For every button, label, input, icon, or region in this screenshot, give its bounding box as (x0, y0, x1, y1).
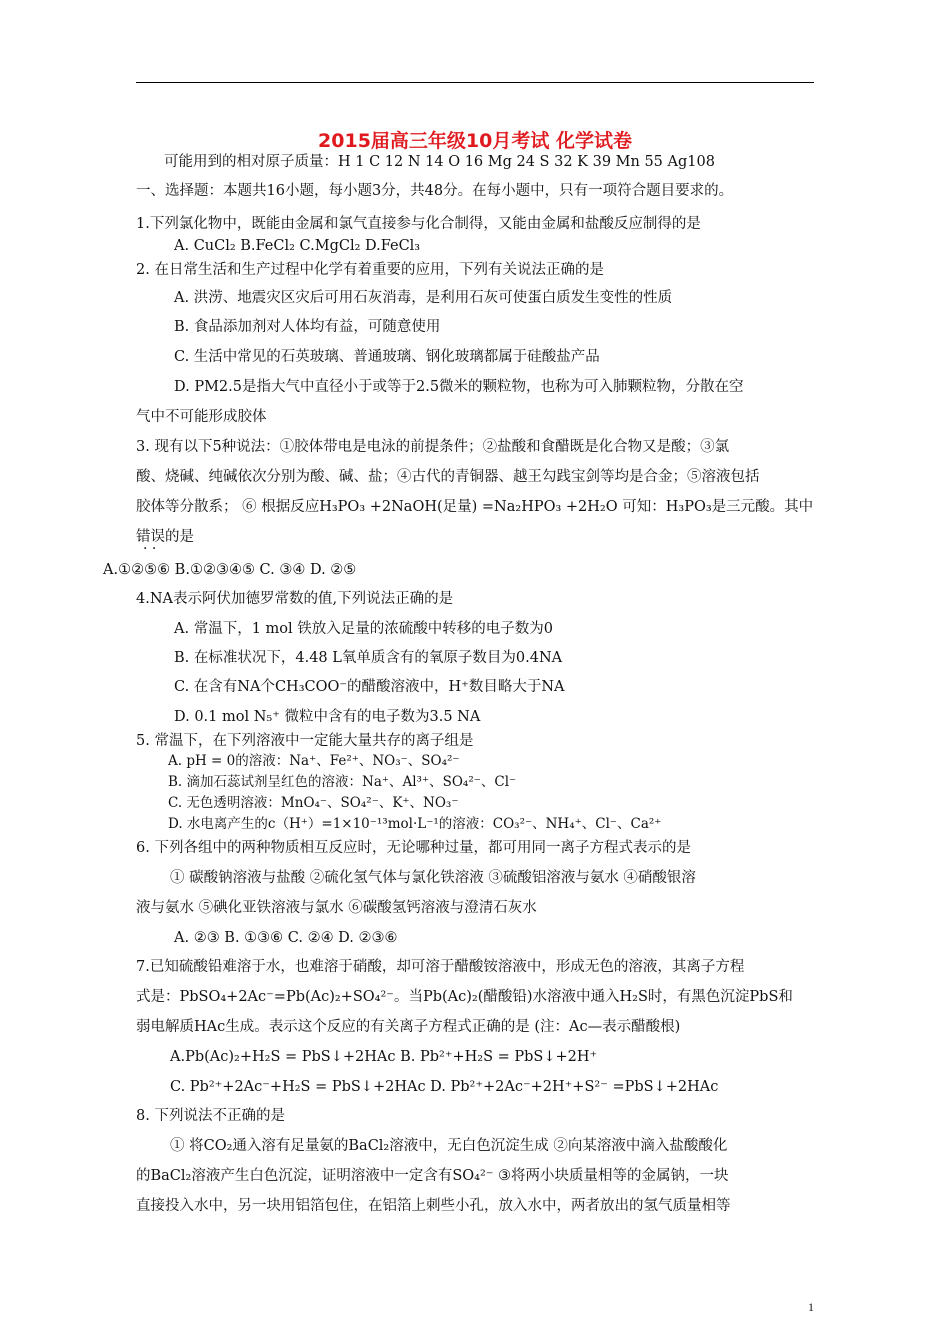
text-line-q2-d2: 气中不可能形成胶体 (136, 409, 267, 425)
text-line-q2-d1: D. PM2.5是指大气中直径小于或等于2.5微米的颗粒物，也称为可入肺颗粒物，分散在空 (174, 379, 744, 395)
text-line-q6-opts: A. ②③ B. ①③⑥ C. ②④ D. ②③⑥ (174, 930, 398, 946)
text-line-q5-b: B. 滴加石蕊试剂呈红色的溶液：Na⁺、Al³⁺、SO₄²⁻、Cl⁻ (168, 774, 517, 790)
text-line-q7-3: 弱电解质HAc生成。表示这个反应的有关离子方程式正确的是 (注：Ac—表示醋酸根) (136, 1019, 681, 1035)
text-line-q8-3: 的BaCl₂溶液产生白色沉淀，证明溶液中一定含有SO₄²⁻ ③将两小块质量相等的金属钠，一块 (136, 1168, 729, 1184)
text-line-q8: 8. 下列说法不正确的是 (136, 1108, 285, 1124)
text-line-q4-a: A. 常温下，1 mol 铁放入足量的浓硫酸中转移的电子数为0 (174, 621, 553, 637)
text-line-q7-cd: C. Pb²⁺+2Ac⁻+H₂S = PbS↓+2HAc D. Pb²⁺+2Ac⁻+2H⁺+S²⁻ =PbS↓+2HAc (170, 1079, 719, 1095)
text-line-q7-ab: A.Pb(Ac)₂+H₂S = PbS↓+2HAc B. Pb²⁺+H₂S = PbS↓+2H⁺ (170, 1049, 598, 1065)
text-line-q6: 6. 下列各组中的两种物质相互反应时，无论哪种过量，都可用同一离子方程式表示的是 (136, 840, 691, 856)
text-line-q6-2: ① 碳酸钠溶液与盐酸 ②硫化氢气体与氯化铁溶液 ③硫酸铝溶液与氨水 ④硝酸银溶 (170, 870, 696, 886)
text-line-q5-d: D. 水电离产生的c（H⁺）=1×10⁻¹³mol·L⁻¹的溶液：CO₃²⁻、NH₄⁺、Cl⁻、Ca²⁺ (168, 816, 662, 832)
text-line-q7-1: 7.已知硫酸铅难溶于水，也难溶于硝酸，却可溶于醋酸铵溶液中，形成无色的溶液，其离子方程 (136, 959, 745, 975)
text-line-q1: 1.下列氯化物中，既能由金属和氯气直接参与化合制得，又能由金属和盐酸反应制得的是 (136, 216, 701, 232)
text-line-q8-2: ① 将CO₂通入溶有足量氨的BaCl₂溶液中，无白色沉淀生成 ②向某溶液中滴入盐酸酸化 (170, 1138, 728, 1154)
text-line-q4-d: D. 0.1 mol N₅⁺ 微粒中含有的电子数为3.5 NA (174, 709, 481, 725)
text-line-section-1: 一、选择题：本题共16小题，每小题3分，共48分。在每小题中，只有一项符合题目要求的。 (136, 183, 734, 199)
text-line-q4-c: C. 在含有NA个CH₃COO⁻的醋酸溶液中，H⁺数目略大于NA (174, 679, 565, 695)
text-line-q1-opts: A. CuCl₂ B.FeCl₂ C.MgCl₂ D.FeCl₃ (174, 238, 421, 254)
text-line-q5-c: C. 无色透明溶液：MnO₄⁻、SO₄²⁻、K⁺、NO₃⁻ (168, 795, 459, 811)
text-line-q2: 2. 在日常生活和生产过程中化学有着重要的应用，下列有关说法正确的是 (136, 262, 604, 278)
text-line-q5-a: A. pH = 0的溶液：Na⁺、Fe²⁺、NO₃⁻、SO₄²⁻ (168, 753, 460, 769)
page-number: 1 (808, 1300, 814, 1314)
text-line-q2-c: C. 生活中常见的石英玻璃、普通玻璃、钢化玻璃都属于硅酸盐产品 (174, 349, 600, 365)
text-line-q3-2: 酸、烧碱、纯碱依次分别为酸、碱、盐；④古代的青铜器、越王勾践宝剑等均是合金；⑤溶液包括 (136, 469, 760, 485)
header-rule (136, 82, 814, 83)
text-line-q2-a: A. 洪涝、地震灾区灾后可用石灰消毒，是利用石灰可使蛋白质发生变性的性质 (174, 290, 673, 306)
text-line-q3-3: 胶体等分散系； ⑥ 根据反应H₃PO₃ +2NaOH(足量) =Na₂HPO₃ +2H₂O 可知：H₃PO₃是三元酸。其中 (136, 499, 814, 515)
text-line-q3-opts: A.①②⑤⑥ B.①②③④⑤ C. ③④ D. ②⑤ (103, 562, 357, 578)
text-line-q4: 4.NA表示阿伏加德罗常数的值,下列说法正确的是 (136, 591, 454, 607)
page-title: 2015届高三年级10月考试 化学试卷 (318, 130, 632, 152)
text-line-q4-b: B. 在标准状况下，4.48 L氧单质含有的氧原子数目为0.4NA (174, 650, 563, 666)
text-line-q7-2: 式是：PbSO₄+2Ac⁻=Pb(Ac)₂+SO₄²⁻。当Pb(Ac)₂(醋酸铅)水溶液中通入H₂S时，有黑色沉淀PbS和 (136, 989, 793, 1005)
text-line-q5: 5. 常温下，在下列溶液中一定能大量共存的离子组是 (136, 733, 474, 749)
text-line-q8-4: 直接投入水中，另一块用铝箔包住，在铝箔上刺些小孔，放入水中，两者放出的氢气质量相等 (136, 1198, 731, 1214)
text-line-atomic-mass: 可能用到的相对原子质量：H 1 C 12 N 14 O 16 Mg 24 S 32 K 39 Mn 55 Ag108 (164, 154, 715, 170)
emphasis-dot: · · (143, 541, 157, 557)
text-line-q3-1: 3. 现有以下5种说法：①胶体带电是电泳的前提条件；②盐酸和食醋既是化合物又是酸；③氯 (136, 439, 730, 455)
text-line-q2-b: B. 食品添加剂对人体均有益，可随意使用 (174, 319, 441, 335)
text-line-q6-3: 液与氨水 ⑤碘化亚铁溶液与氯水 ⑥碳酸氢钙溶液与澄清石灰水 (136, 900, 537, 916)
text-line-q3-4: 错误的是 (136, 529, 194, 545)
